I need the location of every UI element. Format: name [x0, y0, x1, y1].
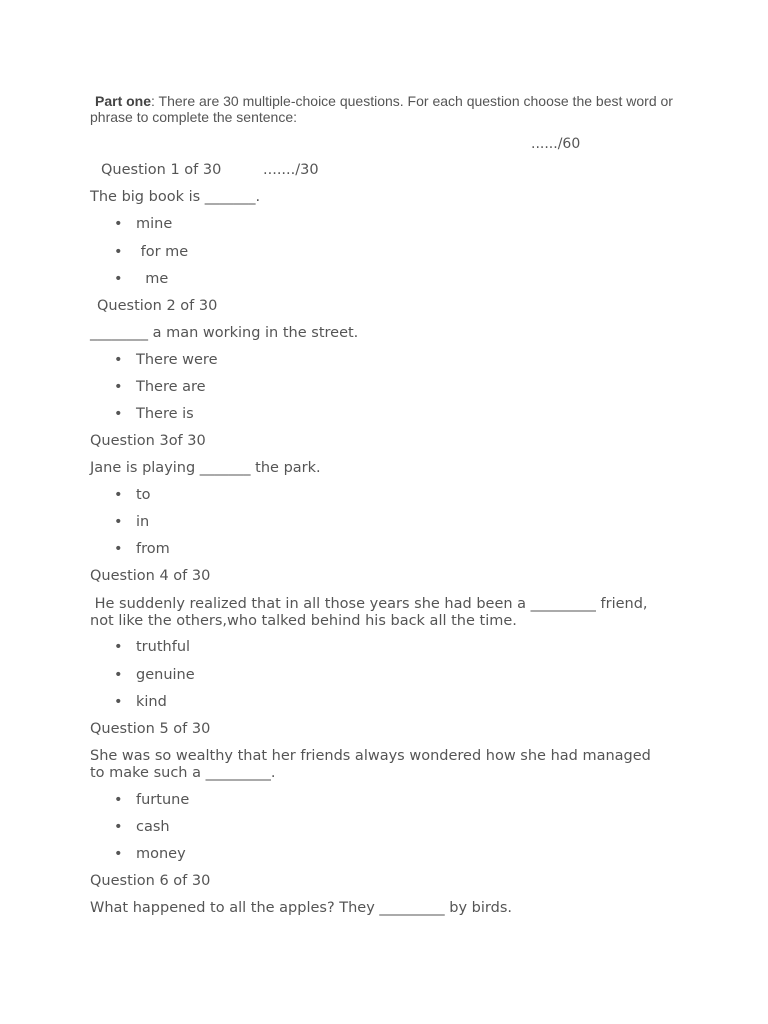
- question-heading: Question 4 of 30: [90, 568, 211, 584]
- bullet-icon: •: [114, 846, 123, 862]
- bullet-icon: •: [114, 271, 123, 287]
- instructions: [90, 93, 690, 125]
- bullet-icon: •: [114, 541, 123, 557]
- answer-option[interactable]: • money: [114, 846, 186, 862]
- answer-option[interactable]: • to: [114, 487, 151, 503]
- bullet-icon: •: [114, 216, 123, 232]
- bullet-icon: •: [114, 352, 123, 368]
- answer-option[interactable]: • truthful: [114, 639, 191, 655]
- question-text: The big book is _______.: [90, 189, 261, 205]
- bullet-icon: •: [114, 792, 123, 808]
- answer-option[interactable]: • There are: [114, 379, 206, 395]
- instructions-text: : There are 30 multiple-choice questions. For each question choose the best word or phrase to complete the sentence:: [90, 93, 673, 125]
- question-text: What happened to all the apples? They _________ by birds.: [90, 900, 512, 916]
- answer-option[interactable]: • kind: [114, 694, 167, 710]
- answer-option[interactable]: • There is: [114, 406, 194, 422]
- question-heading: [101, 162, 319, 178]
- total-score: ....../60: [531, 136, 581, 152]
- bullet-icon: •: [114, 694, 123, 710]
- bullet-icon: •: [114, 514, 123, 530]
- question-heading-label: Question 1 of 30: [101, 162, 222, 178]
- question-heading: Question 2 of 30: [97, 298, 218, 314]
- answer-option[interactable]: • from: [114, 541, 170, 557]
- answer-option[interactable]: • cash: [114, 819, 170, 835]
- question-heading: Question 3of 30: [90, 433, 206, 449]
- question-score: ......./30: [263, 162, 319, 178]
- question-heading: Question 5 of 30: [90, 721, 211, 737]
- bullet-icon: •: [114, 487, 123, 503]
- answer-option[interactable]: • mine: [114, 216, 173, 232]
- question-text: He suddenly realized that in all those years she had been a _________ friend, not like the others,who talked behind his back all the time.: [90, 596, 653, 629]
- bullet-icon: •: [114, 244, 123, 260]
- answer-option[interactable]: • in: [114, 514, 150, 530]
- bullet-icon: •: [114, 667, 123, 683]
- question-text: Jane is playing _______ the park.: [90, 460, 321, 476]
- question-text: ________ a man working in the street.: [90, 325, 359, 341]
- bullet-icon: •: [114, 406, 123, 422]
- bullet-icon: •: [114, 379, 123, 395]
- question-text: She was so wealthy that her friends always wondered how she had managed to make such a _________.: [90, 748, 651, 781]
- answer-option[interactable]: • me: [114, 271, 169, 287]
- answer-option[interactable]: • for me: [114, 244, 189, 260]
- answer-option[interactable]: • furtune: [114, 792, 190, 808]
- part-title: Part one: [95, 93, 152, 109]
- bullet-icon: •: [114, 639, 123, 655]
- answer-option[interactable]: • genuine: [114, 667, 195, 683]
- bullet-icon: •: [114, 819, 123, 835]
- question-heading: Question 6 of 30: [90, 873, 211, 889]
- answer-option[interactable]: • There were: [114, 352, 218, 368]
